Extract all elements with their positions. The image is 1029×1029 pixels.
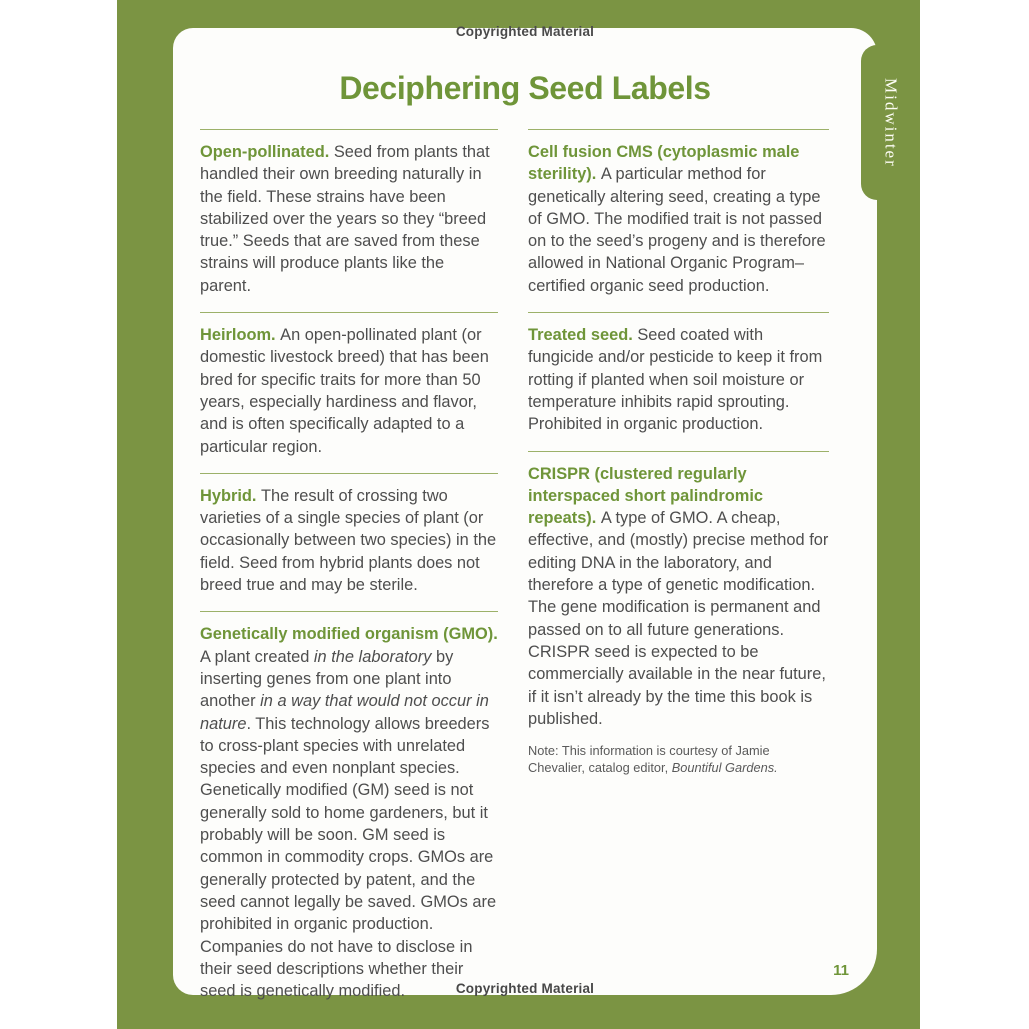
entry-body-text: in the laboratory	[313, 647, 432, 666]
entry-body-text: A particular method for genetically altering seed, creating a type of GMO. The modified trait is not passed on to the seed’s progeny and is therefore allowed in National Organic Program–certified organic seed production.	[528, 165, 826, 295]
entry-paragraph	[200, 485, 498, 596]
entry-term: Genetically modified organism (GMO).	[200, 625, 498, 644]
page-number: 11	[833, 962, 849, 979]
entry-body-text: Note: This information is courtesy of Jamie Chevalier, catalog editor,	[528, 743, 770, 776]
entry-body-text: A type of GMO. A cheap, effective, and (mostly) precise method for editing DNA in the laboratory, and therefore a type of genetic modification. The gene modification is permanent and passed on to all future generations. CRISPR seed is expected to be commercially available in the near future, if it isn’t already by the time this book is published.	[528, 509, 829, 728]
entry-body-text: A plant created	[200, 647, 314, 666]
seed-label-entry	[200, 312, 498, 458]
right-column	[528, 129, 829, 776]
entry-body-text: Seed coated with fungicide and/or pesticide to keep it from rotting if planted when soil moisture or temperature inhibits rapid sprouting. Prohibited in organic production.	[528, 326, 823, 434]
entry-term: Open-pollinated.	[200, 143, 334, 161]
source-note-text	[528, 742, 829, 776]
seed-label-entry	[528, 451, 829, 731]
seed-label-entry	[200, 129, 498, 297]
entry-paragraph	[200, 623, 498, 1002]
entry-paragraph	[528, 141, 829, 297]
seed-label-entry	[528, 312, 829, 435]
seed-label-entry	[200, 611, 498, 1002]
seed-label-entry	[200, 473, 498, 596]
entry-body-text: . This technology allows breeders to cross-plant species with unrelated species and even nonplant species. Genetically modified (GM) seed is not generally sold to home gardeners, but it probably will be soon. GM seed is common in commodity crops. GMOs are generally protected by patent, and the seed cannot legally be saved. GMOs are prohibited in organic production. Companies do not have to disclose in their seed descriptions whether their seed is genetically modified.	[200, 714, 497, 1001]
right-column-entries	[528, 129, 829, 730]
entry-term: CRISPR (clustered regularly interspaced short palindromic repeats).	[528, 464, 763, 528]
page	[173, 24, 877, 1001]
left-column	[200, 129, 498, 1002]
entry-term: Treated seed.	[528, 326, 638, 345]
page-title: Deciphering Seed Labels	[339, 70, 711, 106]
book-cover-background	[117, 0, 920, 1029]
entry-body-text: by inserting genes from one plant into another	[200, 647, 454, 711]
seed-label-entry	[528, 129, 829, 297]
entry-term: Hybrid.	[200, 486, 262, 505]
copyright-notice-bottom: Copyrighted Material	[455, 981, 595, 996]
entry-paragraph	[200, 324, 498, 458]
entry-body-text: in a way that would not occur in nature	[200, 692, 489, 733]
entry-term: Cell fusion CMS (cytoplasmic male sterility).	[528, 143, 800, 184]
entry-body-text: Bountiful Gardens.	[671, 760, 778, 776]
source-note	[528, 742, 829, 776]
entry-paragraph	[528, 463, 829, 731]
entry-term: Heirloom.	[200, 326, 281, 345]
entry-body-text: Seed from plants that handled their own breeding naturally in the field. These strains have been stabilized over the years so they “breed true.” Seeds that are saved from these strains will produce plants like the parent.	[200, 143, 490, 295]
season-tab-label: Midwinter	[881, 77, 901, 168]
entry-paragraph	[528, 324, 829, 435]
copyright-notice-top: Copyrighted Material	[455, 24, 595, 39]
entry-body-text: The result of crossing two varieties of a single species of plant (or occasionally between two species) in the field. Seed from hybrid plants does not breed true and may be sterile.	[200, 486, 497, 595]
entry-paragraph	[200, 141, 498, 297]
entry-body-text: An open-pollinated plant (or domestic livestock breed) that has been bred for specific traits for more than 50 years, especially hardiness and flavor, and is often specifically adapted to a particular region.	[200, 326, 489, 456]
season-index-tab	[861, 45, 920, 200]
